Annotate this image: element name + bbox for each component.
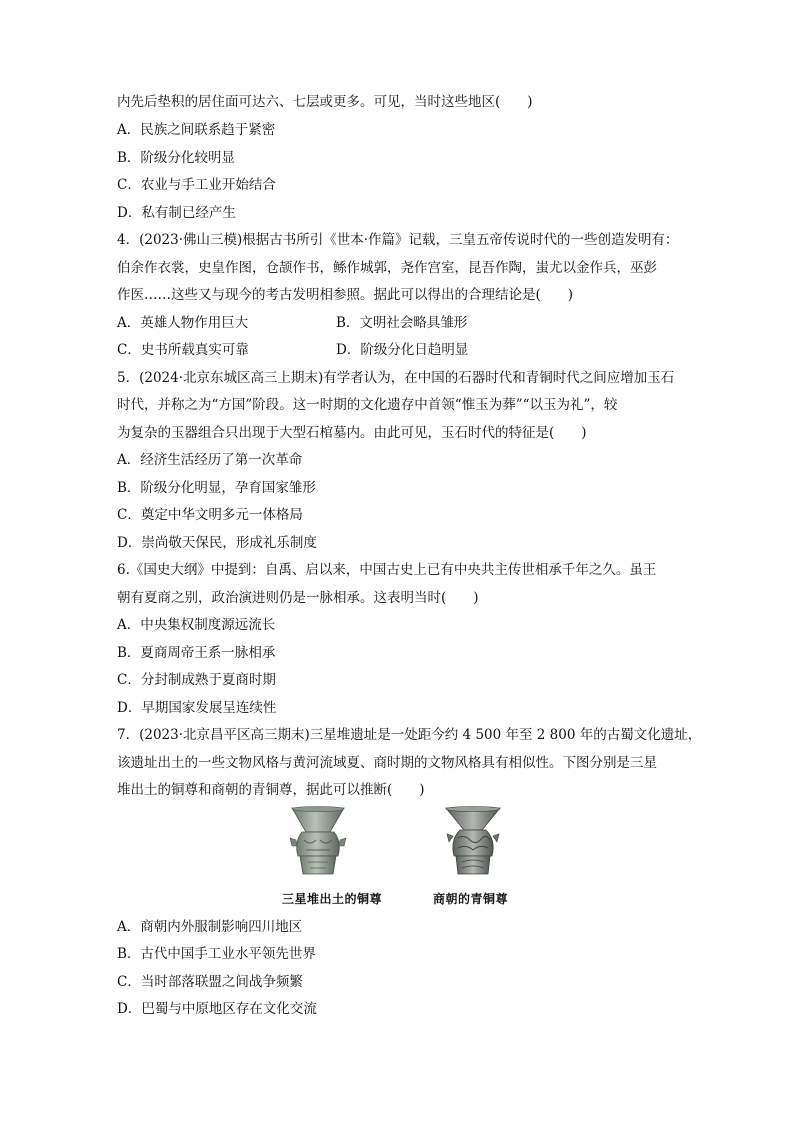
q5-option-b[interactable]: B．阶级分化明显，孕育国家雏形 [117,480,316,496]
q7-option-b[interactable]: B．古代中国手工业水平领先世界 [117,946,316,962]
figure-caption-sanxingdui: 三星堆出土的铜尊 [282,892,383,906]
q6-option-c[interactable]: C．分封制成熟于夏商时期 [117,672,276,688]
q6-option-a[interactable]: A．中央集权制度源远流长 [117,617,276,633]
q6-stem-line-2: 朝有夏商之别，政治演进则仍是一脉相承。这表明当时( ) [117,590,479,606]
q4-option-c[interactable]: C．史书所载真实可靠 [117,342,249,358]
figure-caption-shang: 商朝的青铜尊 [433,892,509,906]
q5-option-d[interactable]: D．崇尚敬天保民，形成礼乐制度 [117,535,317,551]
q4-option-a[interactable]: A．英雄人物作用巨大 [117,315,249,331]
sanxingdui-zun-image [286,806,350,878]
shang-zun-image [444,806,502,878]
q3-option-d[interactable]: D．私有制已经产生 [117,205,236,221]
q3-option-c[interactable]: C．农业与手工业开始结合 [117,177,276,193]
q4-stem-line-3: 作医……这些又与现今的考古发明相参照。据此可以得出的合理结论是( ) [117,287,574,303]
q4-stem-line-2: 伯余作衣裳，史皇作图，仓颉作书，鲧作城郭，尧作宫室，昆吾作陶，蚩尤以金作兵，巫彭 [117,260,657,276]
q5-option-a[interactable]: A．经济生活经历了第一次革命 [117,452,303,468]
q5-stem-line-2: 时代，并称之为“方国”阶段。这一时期的文化遗存中首领“惟玉为葬”“以玉为礼”，较 [117,397,618,413]
q3-option-a[interactable]: A．民族之间联系趋于紧密 [117,122,276,138]
q5-stem-line-1: 5．(2024·北京东城区高三上期末)有学者认为，在中国的石器时代和青铜时代之间应增加玉石 [117,370,675,386]
q4-option-b[interactable]: B．文明社会略具雏形 [336,315,468,331]
q3-option-b[interactable]: B．阶级分化较明显 [117,150,235,166]
q7-stem-line-1: 7．(2023·北京昌平区高三期末)三星堆遗址是一处距今约 4 500 年至 2 800 年的古蜀文化遗址， [117,727,702,743]
q5-stem-line-3: 为复杂的玉器组合只出现于大型石棺墓内。由此可见，玉石时代的特征是( ) [117,425,587,441]
q7-option-d[interactable]: D．巴蜀与中原地区存在文化交流 [117,1001,317,1017]
q4-stem-line-1: 4．(2023·佛山三模)根据古书所引《世本·作篇》记载，三皇五帝传说时代的一些创造发明有： [117,232,679,248]
q7-stem-line-3: 堆出土的铜尊和商朝的青铜尊，据此可以推断( ) [117,782,425,798]
q5-option-c[interactable]: C．奠定中华文明多元一体格局 [117,507,303,523]
q4-option-d[interactable]: D．阶级分化日趋明显 [336,342,469,358]
q7-option-a[interactable]: A．商朝内外服制影响四川地区 [117,919,303,935]
q3-stem-tail: 内先后垫积的居住面可达六、七层或更多。可见，当时这些地区( ) [117,94,533,110]
q6-option-b[interactable]: B．夏商周帝王系一脉相承 [117,645,276,661]
q7-option-c[interactable]: C．当时部落联盟之间战争频繁 [117,974,303,990]
q7-stem-line-2: 该遗址出土的一些文物风格与黄河流域夏、商时期的文物风格具有相似性。下图分别是三星 [117,755,657,771]
q6-stem-line-1: 6.《国史大纲》中提到：自禹、启以来，中国古史上已有中央共主传世相承千年之久。虽王 [117,562,657,578]
q6-option-d[interactable]: D．早期国家发展呈连续性 [117,700,277,716]
